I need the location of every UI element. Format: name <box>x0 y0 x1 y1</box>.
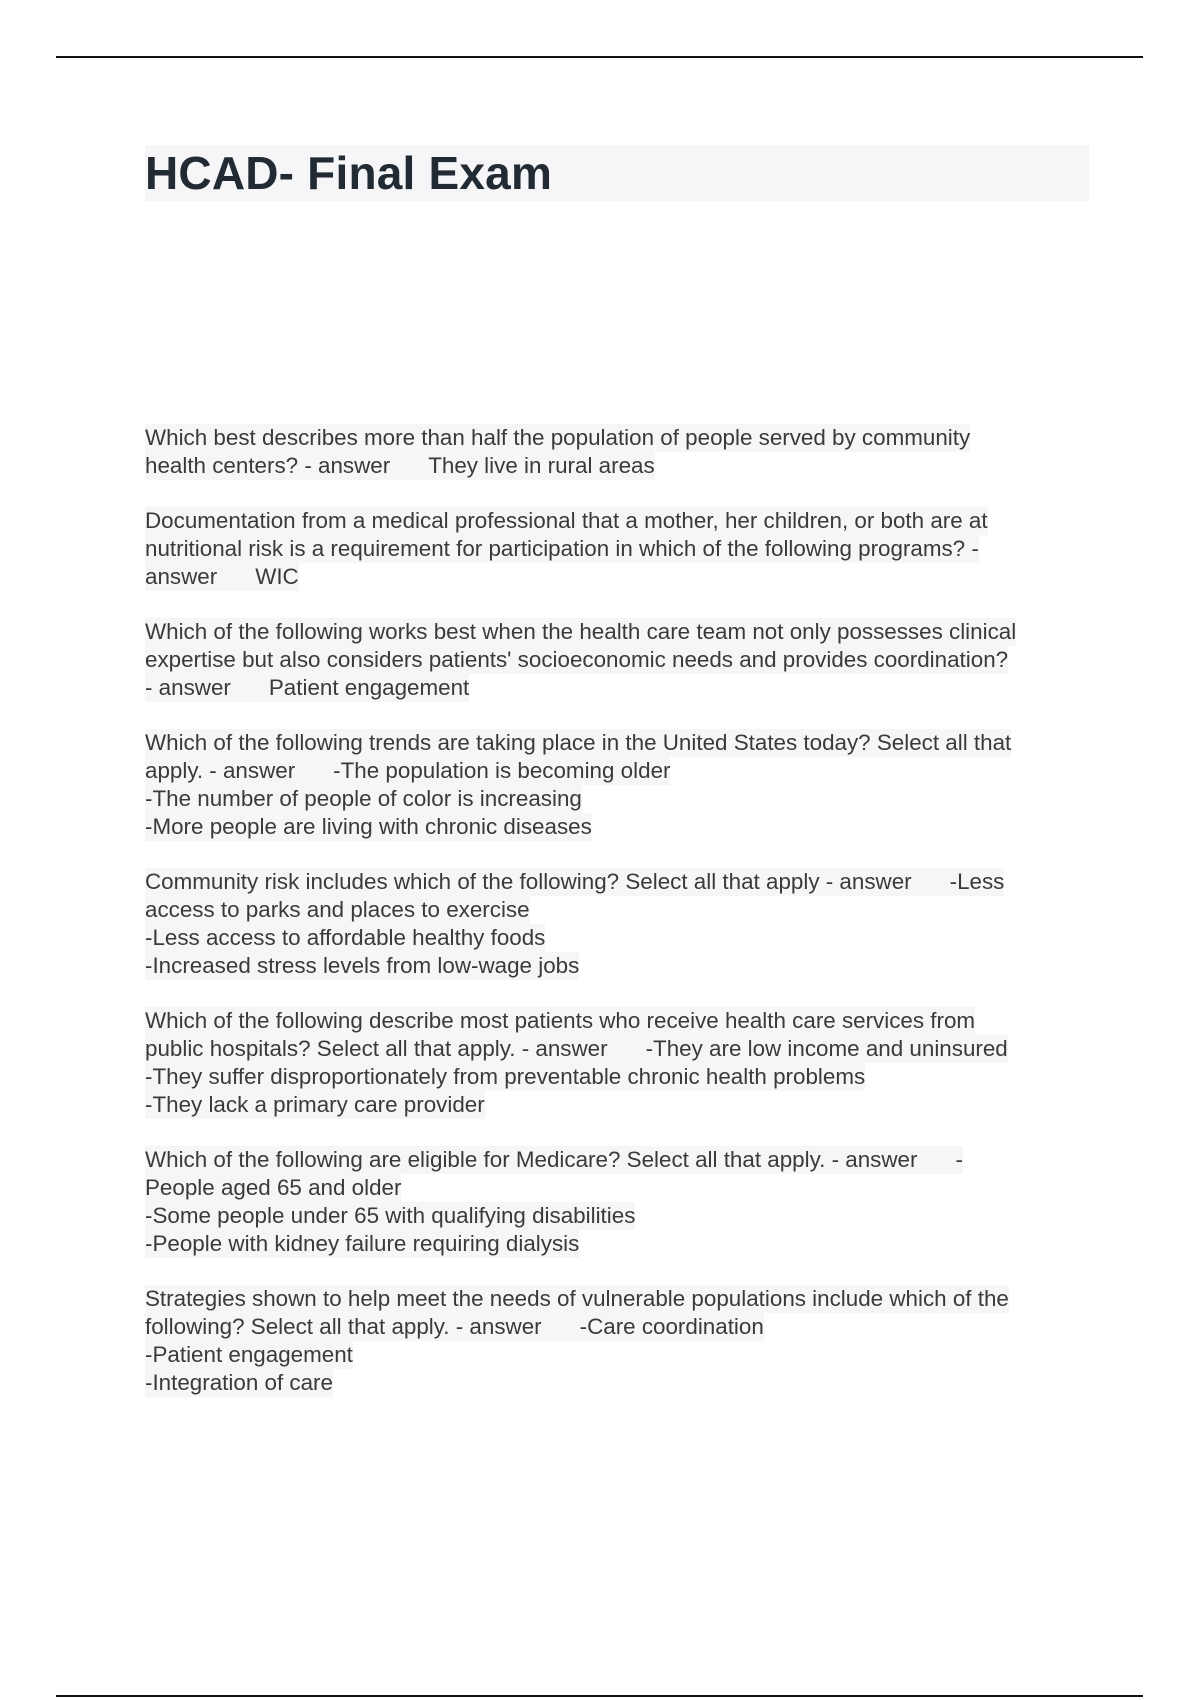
question-text: People aged 65 and older <box>145 1175 402 1200</box>
top-rule <box>56 56 1143 58</box>
question-line <box>145 424 970 452</box>
question-block <box>145 1007 1095 1119</box>
answer-text: -The population is becoming older <box>333 758 671 783</box>
question-block <box>145 507 1095 591</box>
question-line <box>145 1146 963 1174</box>
question-text: public hospitals? Select all that apply. - answer <box>145 1036 608 1061</box>
question-text: answer <box>145 564 218 589</box>
question-text: -They suffer disproportionately from preventable chronic health problems <box>145 1064 866 1089</box>
question-line <box>145 618 1016 646</box>
question-text: nutritional risk is a requirement for participation in which of the following programs? - <box>145 536 979 561</box>
question-block <box>145 424 1095 480</box>
question-line <box>145 924 545 952</box>
question-line <box>145 1285 1009 1313</box>
question-line <box>145 1035 1008 1063</box>
question-text: Which of the following describe most patients who receive health care services from <box>145 1008 976 1033</box>
question-line <box>145 1007 975 1035</box>
question-line <box>145 1369 333 1397</box>
question-text: Which best describes more than half the population of people served by community <box>145 425 971 450</box>
question-line <box>145 674 469 702</box>
question-text: -Patient engagement <box>145 1342 353 1367</box>
question-text: -Increased stress levels from low-wage jobs <box>145 953 580 978</box>
question-text: following? Select all that apply. - answer <box>145 1314 542 1339</box>
question-line <box>145 452 655 480</box>
question-line <box>145 507 988 535</box>
question-block <box>145 618 1095 702</box>
question-line <box>145 646 1008 674</box>
question-text: Which of the following works best when the health care team not only possesses clinical <box>145 619 1017 644</box>
answer-text: WIC <box>255 564 299 589</box>
question-line <box>145 868 1004 896</box>
question-text: -People with kidney failure requiring dialysis <box>145 1231 580 1256</box>
question-line <box>145 1063 865 1091</box>
question-line <box>145 1091 485 1119</box>
question-line <box>145 1174 401 1202</box>
question-text: Strategies shown to help meet the needs of vulnerable populations include which of the <box>145 1286 1009 1311</box>
question-block <box>145 1146 1095 1258</box>
question-text: Which of the following trends are taking place in the United States today? Select all that <box>145 730 1012 755</box>
question-line <box>145 896 530 924</box>
question-line <box>145 1202 635 1230</box>
question-line <box>145 1313 764 1341</box>
question-block <box>145 868 1095 980</box>
question-text: -Less access to affordable healthy foods <box>145 925 546 950</box>
title-block <box>145 145 1089 201</box>
question-text: - answer <box>145 675 231 700</box>
question-line <box>145 952 579 980</box>
question-text: -Integration of care <box>145 1370 333 1395</box>
question-text: Which of the following are eligible for Medicare? Select all that apply. - answer <box>145 1147 918 1172</box>
question-line <box>145 729 1011 757</box>
question-line <box>145 813 592 841</box>
question-line <box>145 757 670 785</box>
question-text: expertise but also considers patients' socioeconomic needs and provides coordination? <box>145 647 1009 672</box>
question-text: -Some people under 65 with qualifying disabilities <box>145 1203 636 1228</box>
bottom-rule <box>56 1695 1143 1697</box>
question-text: apply. - answer <box>145 758 296 783</box>
question-text: -The number of people of color is increasing <box>145 786 582 811</box>
question-block <box>145 1285 1095 1397</box>
question-line <box>145 1341 353 1369</box>
answer-text: -They are low income and uninsured <box>645 1036 1008 1061</box>
answer-text: -Care coordination <box>579 1314 764 1339</box>
question-block <box>145 729 1095 841</box>
question-line <box>145 1230 579 1258</box>
question-text: -More people are living with chronic diseases <box>145 814 592 839</box>
answer-text: Patient engagement <box>268 675 470 700</box>
question-text: Community risk includes which of the following? Select all that apply - answer <box>145 869 912 894</box>
document-title: HCAD- Final Exam <box>145 147 553 199</box>
answer-text: -Less <box>949 869 1005 894</box>
question-line <box>145 785 582 813</box>
question-line <box>145 535 979 563</box>
question-text: -They lack a primary care provider <box>145 1092 485 1117</box>
question-text: health centers? - answer <box>145 453 391 478</box>
answer-text: They live in rural areas <box>428 453 655 478</box>
answer-text: - <box>955 1147 963 1172</box>
question-text: access to parks and places to exercise <box>145 897 530 922</box>
question-line <box>145 563 299 591</box>
question-text: Documentation from a medical professional that a mother, her children, or both are at <box>145 508 988 533</box>
question-list <box>145 424 1095 1424</box>
